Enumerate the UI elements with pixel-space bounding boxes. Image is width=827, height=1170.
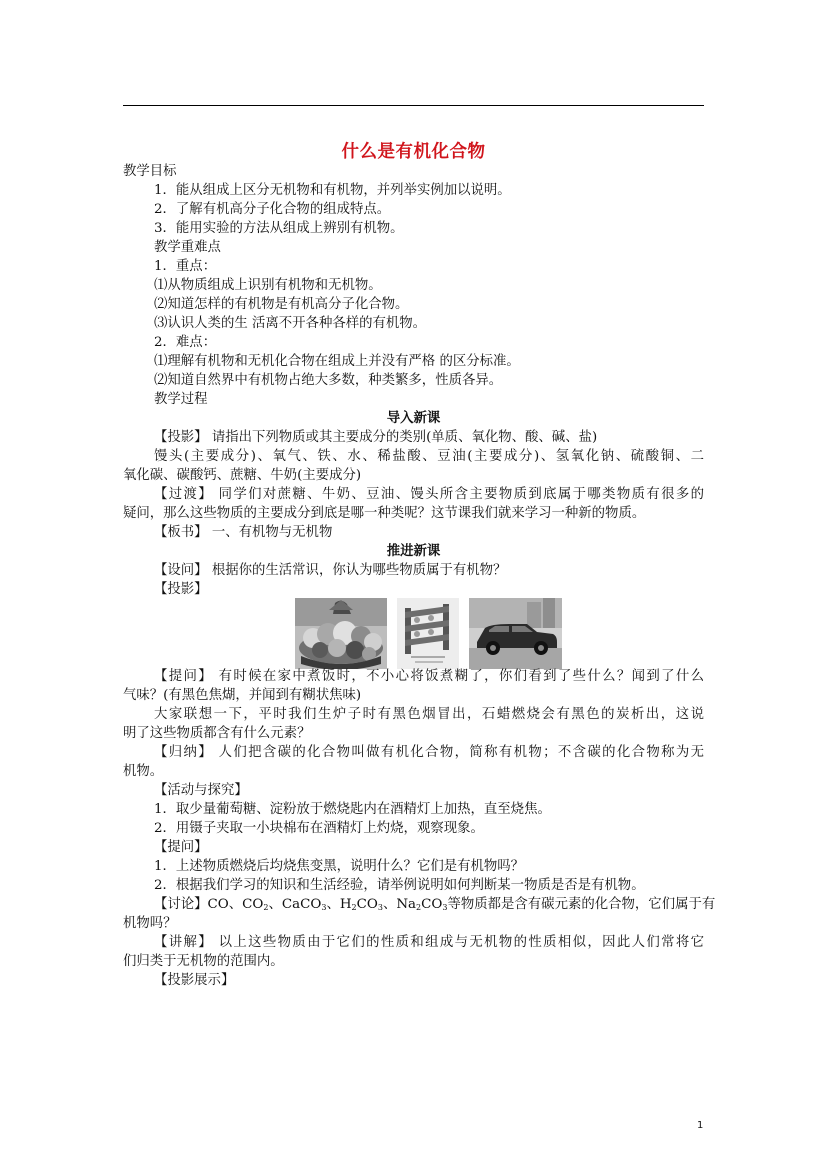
text-line: 3．能用实验的方法从组成上辨别有机物。 — [154, 221, 404, 236]
text-line: 氧化碳、碳酸钙、蔗糖、牛奶(主要成分) — [123, 468, 362, 483]
text-line: 【讨论】CO、$CO_2$、CaCO$_3$、$H_2CO_3$、$Na_2CO_3$等物质都是含有碳元素的化合物，它们属于有 — [154, 897, 716, 912]
text-line: 1．取少量葡萄糖、淀粉放于燃烧匙内在酒精灯上加热，直至烧焦。 — [154, 802, 551, 817]
text-line: 【板书】 一、有机物与无机物 — [154, 525, 333, 540]
text-line: 【讲解】 以上这些物质由于它们的性质和组成与无机物的性质相似，因此人们常将它 — [154, 935, 704, 950]
text-line: 2．根据我们学习的知识和生活经验，请举例说明如何判断某一物质是否是有机物。 — [154, 878, 645, 893]
text-line: 机物。 — [123, 764, 164, 779]
car-image — [469, 598, 562, 669]
page-number: 1 — [697, 1120, 704, 1131]
page-title: 什么是有机化合物 — [341, 142, 486, 162]
text-line: 【过渡】 同学们对蔗糖、牛奶、豆油、馒头所含主要物质到底属于哪类物质有很多的 — [154, 487, 704, 502]
text-line: ⑶认识人类的生 活离不开各种各样的有机物。 — [154, 316, 427, 331]
text-line: ⑵知道自然界中有机物占绝大多数，种类繁多，性质各异。 — [154, 373, 503, 388]
text-line: 【归纳】 人们把含碳的化合物叫做有机化合物，简称有机物；不含碳的化合物称为无 — [154, 745, 704, 760]
text-line: 【投影】 — [154, 582, 208, 597]
text-line: 1．能从组成上区分无机物和有机物，并列举实例加以说明。 — [154, 183, 511, 198]
section-heading: 教学目标 — [123, 164, 177, 179]
header-rule — [123, 105, 704, 106]
text-line: 【设问】 根据你的生活常识，你认为哪些物质属于有机物？ — [154, 563, 507, 578]
text-line: 1．重点： — [154, 259, 217, 274]
text-line: 【投影展示】 — [154, 973, 235, 988]
text-line: 1．上述物质燃烧后均烧焦变黑，说明什么？它们是有机物吗？ — [154, 859, 525, 874]
text-line: 2．难点： — [154, 335, 217, 350]
text-line: 【提问】 有时候在家中煮饭时，不小心将饭煮糊了，你们看到了些什么？闻到了什么 — [154, 669, 704, 684]
text-line: 【投影】 请指出下列物质或其主要成分的类别(单质、氧化物、酸、碱、盐) — [154, 430, 598, 445]
text-line: ⑴理解有机物和无机化合物在组成上并没有严格 的区分标准。 — [154, 354, 520, 369]
text-line: 气味？(有黑色焦煳，并闻到有糊状焦味) — [123, 688, 362, 703]
text-line: 机物吗？ — [123, 916, 177, 931]
text-line: 【活动与探究】 — [154, 783, 248, 798]
shoe-rack-image — [397, 598, 459, 669]
fruit-basket-image — [295, 598, 387, 669]
text-line: 明了这些物质都含有什么元素？ — [123, 726, 311, 741]
section-heading: 教学重难点 — [154, 240, 221, 255]
subsection-heading: 推进新课 — [386, 543, 441, 559]
text-line: 大家联想一下，平时我们生炉子时有黑色烟冒出，石蜡燃烧会有黑色的炭析出，这说 — [154, 707, 704, 722]
text-line: 们归类于无机物的范围内。 — [123, 954, 284, 969]
text-line: 2．用镊子夹取一小块棉布在酒精灯上灼烧，观察现象。 — [154, 821, 484, 836]
subsection-heading: 导入新课 — [386, 410, 441, 426]
text-line: ⑴从物质组成上识别有机物和无机物。 — [154, 278, 382, 293]
section-heading: 教学过程 — [154, 392, 208, 407]
text-line: 2．了解有机高分子化合物的组成特点。 — [154, 202, 391, 217]
text-line: 馒头(主要成分)、氧气、铁、水、稀盐酸、豆油(主要成分)、氢氧化钠、硫酸铜、二 — [154, 449, 704, 464]
text-line: ⑵知道怎样的有机物是有机高分子化合物。 — [154, 297, 409, 312]
text-line: 疑问，那么这些物质的主要成分到底是哪一种类呢？这节课我们就来学习一种新的物质。 — [123, 506, 646, 521]
text-line: 【提问】 — [154, 840, 208, 855]
